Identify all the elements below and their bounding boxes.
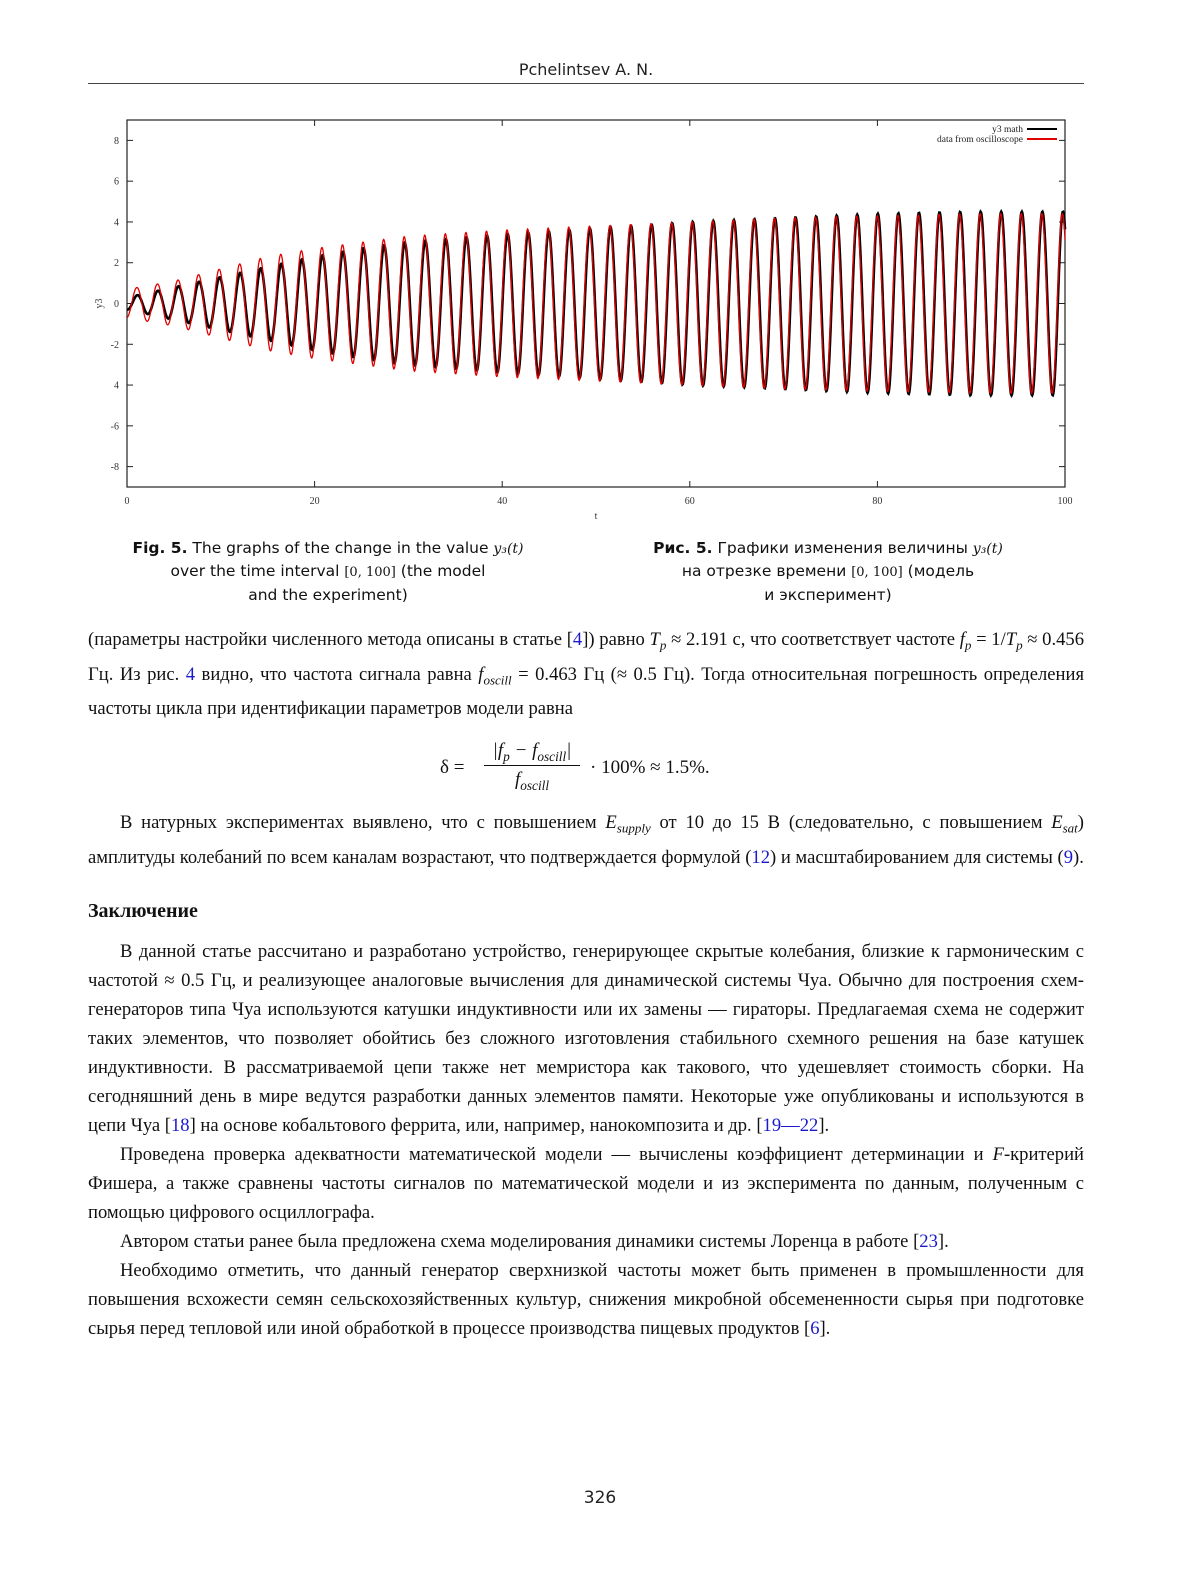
header-rule [88, 83, 1084, 84]
caption-english: Fig. 5. The graphs of the change in the value y₃(t) over the time interval [0, 100] (the model and the experiment) [132, 539, 524, 604]
legend-label: y3 math [992, 125, 1023, 135]
y-tick-label: 2 [114, 258, 119, 270]
formula-fraction [482, 737, 582, 794]
section-title-conclusion: Заключение [88, 900, 198, 922]
paragraph-frequency: (параметры настройки численного метода описаны в статье [4]) равно $T_p \approx 2.191$ с, что соответствует частоте $f_p = 1/T_p \approx 0.456$ Гц. Из рис. 4 видно, что частота сигнала равна $f_{oscill} = 0.463$ Гц (≈ 0.5 Гц). Тогда относительная погрешность определения частоты цикла при идентификации параметров модели равна [88, 629, 1085, 720]
citation-link[interactable]: 4 [572, 629, 583, 650]
series-model-line [127, 212, 1065, 396]
citation-link[interactable]: 18 [170, 1115, 190, 1136]
citation-link[interactable]: 23 [919, 1231, 938, 1252]
conclusion-body [88, 937, 1084, 1343]
y-tick-label: 4 [114, 217, 119, 229]
y-tick-label: -6 [110, 421, 119, 433]
x-tick-label: 40 [497, 496, 508, 507]
figure-captions [88, 537, 1084, 607]
citation-link[interactable]: 6 [810, 1318, 820, 1339]
paragraph-conclusion-2: Проведена проверка адекватности математической модели — вычислены коэффициент детерминации и F-критерий Фишера, а также сравнены частоты сигналов по математической модели и из эксперимента по данным, полученным с помощью цифрового осциллографа. [88, 1144, 1084, 1223]
figure-5-chart [85, 110, 1085, 520]
x-tick-label: 80 [872, 496, 883, 507]
x-tick-label: 60 [684, 496, 695, 507]
line-chart [85, 110, 1085, 520]
formula-numerator: $|f_p - f_{oscill}|$ [492, 740, 572, 764]
error-formula: δ = $|f_p - f_{oscill}|$ $f_{oscill}$ · 100% ≈ 1.5%. [440, 737, 760, 801]
equation-link[interactable]: 12 [751, 846, 770, 868]
page-number: 326 [583, 1488, 617, 1508]
citation-link[interactable]: 19—22 [762, 1115, 819, 1136]
paragraph-conclusion-4: Необходимо отметить, что данный генератор сверхнизкой частоты может быть применен в промышленности для повышения всхожести семян сельскохозяйственных культур, снижения микробной обсемененности сырья при подготовке сырья перед тепловой или иной обработкой в процессе производства пищевых продуктов [6]. [88, 1260, 1084, 1339]
paragraph-conclusion-3: Автором статьи ранее была предложена схема моделирования динамики системы Лоренца в работе [23]. [120, 1231, 949, 1252]
x-tick-label: 20 [309, 496, 320, 507]
equation-link[interactable]: 9 [1063, 846, 1074, 868]
y-tick-label: 4 [114, 380, 119, 392]
y-axis-label: y3 [94, 298, 105, 309]
running-header: Pchelintsev A. N. [518, 60, 654, 79]
paragraph-experiments: В натурных экспериментах выявлено, что с повышением $E_{supply}$ от 10 до 15 В (следовательно, с повышением $E_{sat}$) амплитуды колебаний по всем каналам возрастают, что подтверждается формулой (12) и масштабированием для системы (9). [88, 812, 1084, 868]
figure-link[interactable]: 4 [185, 663, 196, 685]
legend-label: data from oscilloscope [936, 135, 1023, 145]
y-tick-label: 6 [114, 176, 119, 188]
paragraph-conclusion-1: В данной статье рассчитано и разработано устройство, генерирующее скрытые колебания, близкие к гармоническим с частотой ≈ 0.5 Гц, и реализующее аналоговые вычисления для динамической системы Чуа. Обычно для построения схем-генераторов типа Чуа используются катушки индуктивности или их замены — гираторы. Предлагаемая схема не содержит таких элементов, что позволяет обойтись без сложного изготовления стабильного схемного решения на базе катушек индуктивности. В рассматриваемой цепи также нет мемристора как такового, что удешевляет стоимость сборки. На сегодняшний день в мире ведутся разработки данных элементов памяти. Некоторые уже опубликованы и используются в цепи Чуа [18] на основе кобальтового феррита, или, например, нанокомпозита и др. [19—22]. [88, 941, 1084, 1136]
formula-denominator: $f_{oscill}$ [514, 769, 550, 793]
y-tick-label: 8 [114, 135, 119, 147]
x-axis-label: t [594, 511, 598, 520]
x-tick-label: 0 [124, 496, 130, 507]
x-tick-label: 100 [1057, 496, 1073, 507]
caption-label: Рис. 5. [653, 539, 713, 557]
y-tick-label: -8 [110, 462, 119, 474]
y-tick-label: 0 [114, 299, 119, 310]
caption-russian: Рис. 5. Графики изменения величины y₃(t) на отрезке времени [0, 100] (модель и эксперимент) [653, 539, 1003, 604]
y-tick-label: -2 [110, 339, 119, 351]
caption-label: Fig. 5. [132, 539, 188, 557]
